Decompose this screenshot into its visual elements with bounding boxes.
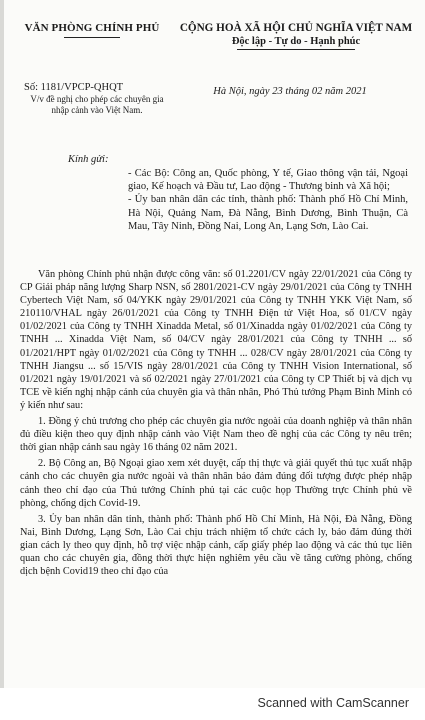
document-body <box>20 268 412 581</box>
recipient-item: - Các Bộ: Công an, Quốc phòng, Y tế, Giao thông vận tải, Ngoại giao, Kế hoạch và Đầu tư, Lao động - Thương binh và Xã hội; <box>128 168 408 193</box>
issuing-agency: VĂN PHÒNG CHÍNH PHỦ <box>24 22 160 34</box>
document-subject: V/v đề nghị cho phép các chuyên gia nhập cảnh vào Việt Nam. <box>30 94 164 115</box>
scan-edge <box>0 0 4 688</box>
national-title-block <box>176 22 416 50</box>
body-paragraph: Văn phòng Chính phủ nhận được công văn: số 01.2201/CV ngày 22/01/2021 của Công ty CP Giải pháp năng lượng Sharp NSN, số 2801/2021-CV ngày 29/01/2021 của Công ty TNHH Cybertech Việt Nam, số 04/YKK ngày 29/01/2021 của Công ty TNHH YKK Việt Nam, số 210110/VHAL ngày 26/01/2021 của Công ty TNHH Điện tử Việt Hoa, số 01/CV ngày 01/02/2021 của Công ty TNHH Xinadda Metal, số 01/Xinadda ngày 01/02/2021 của Công ty TNHH ... Xinadda Việt Nam, số 04/CV ngày 28/01/2021 của Công ty TNHH ... số 01/2021/HPT ngày 01/02/2021 của Công ty TNHH ... 028/CV ngày 28/01/2021 của Công ty TNHH Jiangsu ... số 15/VIS ngày 28/01/2021 của Công ty TNHH Vision International, số 01/2021 ngày 19/01/2021 và số 02/2021 ngày 27/01/2021 của Công ty CP Thiết bị và dịch vụ TCE về kiến nghị nhập cảnh của chuyên gia và thân nhân, Phó Thủ tướng Phạm Bình Minh có ý kiến như sau: <box>20 269 412 411</box>
document-number: Số: 1181/VPCP-QHQT <box>24 82 124 93</box>
recipient-item: - Ủy ban nhân dân các tỉnh, thành phố: Thành phố Hồ Chí Minh, Hà Nội, Quảng Nam, Đà Nẵng, Bình Dương, Bình Thuận, Cà Mau, Tây Ninh, Đồng Nai, Long An, Lạng Sơn, Lào Cai. <box>128 194 408 232</box>
greeting: Kính gửi: <box>68 154 109 165</box>
agency-underline <box>64 37 120 38</box>
body-paragraph: 1. Đồng ý chủ trương cho phép các chuyên gia nước ngoài của doanh nghiệp và thân nhân đủ điều kiện theo quy định nhập cảnh vào Việt Nam theo đề nghị của các Công ty nêu trên; thời gian nhập cảnh sau ngày 16 tháng 02 năm 2021. <box>20 416 412 454</box>
scanner-footer <box>0 688 425 720</box>
motto-underline <box>237 49 355 50</box>
scanner-watermark: Scanned with CamScanner <box>257 696 409 710</box>
issuing-agency-block <box>12 22 172 38</box>
national-motto: Độc lập - Tự do - Hạnh phúc <box>231 36 361 47</box>
national-title: CỘNG HOÀ XÃ HỘI CHỦ NGHĨA VIỆT NAM <box>179 22 413 34</box>
body-paragraph: 3. Ủy ban nhân dân tỉnh, thành phố: Thành phố Hồ Chí Minh, Hà Nội, Đà Nẵng, Đồng Nai, Bình Dương, Lạng Sơn, Lào Cai chịu trách nhiệm tổ chức cách ly, bảo đảm đúng thời gian cách ly theo quy định, hỗ trợ việc nhập cảnh, cấp giấy phép lao động và các thủ tục liên quan cho các chuyên gia, đồng thời thực hiện nghiêm yêu cầu về tăng cường phòng, chống dịch bệnh Covid19 theo chỉ đạo của <box>20 513 412 578</box>
body-paragraph: 2. Bộ Công an, Bộ Ngoại giao xem xét duyệt, cấp thị thực và giải quyết thủ tục xuất nhập cảnh cho các chuyên gia nước ngoài và thân nhân bảo đảm đúng đối tượng được phép nhập cảnh theo chỉ đạo của Thủ tướng Chính phủ tại các cuộc họp Thường trực Chính phủ về phòng, chống dịch Covid-19. <box>20 458 412 509</box>
recipient-list <box>128 167 408 233</box>
date-line: Hà Nội, ngày 23 tháng 02 năm 2021 <box>213 86 367 97</box>
